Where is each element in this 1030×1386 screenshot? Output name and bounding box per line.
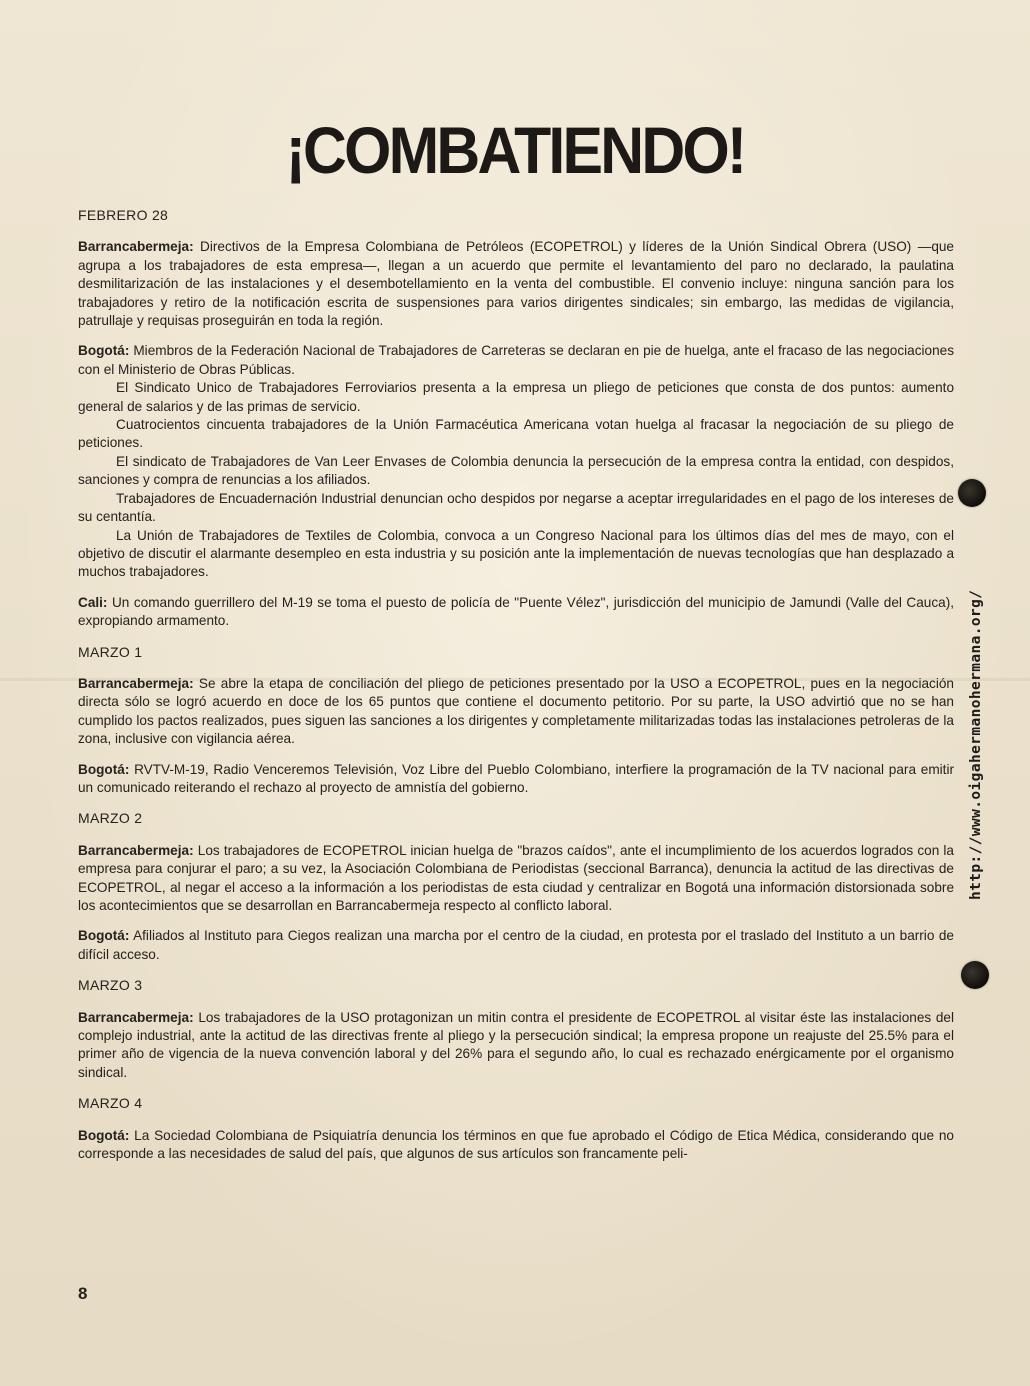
entry-location: Bogotá: [78, 1127, 130, 1143]
page-title: ¡COMBATIENDO! [285, 113, 745, 187]
entry-location: Bogotá: [78, 928, 130, 944]
entry-barrancabermeja [78, 238, 954, 330]
entry-text: La Sociedad Colombiana de Psiquiatría denuncia los términos en que fue aprobado el Código de Etica Médica, considerando que no corresponde a las necesidades de salud del país, que algunos de sus artículos son francamente peli- [78, 1127, 954, 1162]
entry-text: Afiliados al Instituto para Ciegos realizan una marcha por el centro de la ciudad, en protesta por el traslado del Instituto a un barrio de difícil acceso. [78, 928, 954, 962]
entry-text: Directivos de la Empresa Colombiana de Petróleos (ECOPETROL) y líderes de la Unión Sindical Obrera (USO) —que agrupa a los trabajadores de esta empresa—, llegan a un acuerdo que permite el levantamiento del paro no declarado, la paulatina desmilitarización de las instalaciones y el desembotellamiento en la venta del combustible. El convenio incluye: ninguna sanción para los trabajadores y retiro de la notificación escrita de suspensiones para varios dirigentes sindicales; sin embargo, las medidas de vigilancia, patrullaje y requisas proseguirán en toda la región. [78, 239, 954, 329]
section-marzo-4 [78, 1094, 954, 1163]
entry-text: Un comando guerrillero del M-19 se toma el puesto de policía de "Puente Vélez", jurisdicción del municipio de Jamundi (Valle del Cauca), expropiando armamento. [78, 594, 954, 629]
entry-location: Barrancabermeja: [78, 842, 194, 858]
entry-location: Barrancabermeja: [78, 1009, 194, 1025]
section-date: MARZO 4 [78, 1095, 143, 1112]
entry-barrancabermeja [78, 675, 954, 749]
entry-barrancabermeja [78, 842, 954, 916]
section-febrero-28 [78, 206, 954, 631]
entry-text: Se abre la etapa de conciliación del pliego de peticiones presentado por la USO a ECOPETROL, pues en la negociación directa sólo se logró acuerdo en doce de los 65 puntos que contiene el documento petitorio. Por su parte, la USO advirtió que no se han cumplido los pactos realizados, pues siguen las sanciones a los dirigentes y completamente militarizadas todas las instalaciones petroleras de la zona, inclusive con vigilancia aérea. [78, 675, 954, 747]
entry-location: Barrancabermeja: [78, 239, 194, 255]
entry-location: Barrancabermeja: [78, 675, 194, 691]
page-number: 8 [78, 1284, 88, 1303]
entry-text: RVTV-M-19, Radio Venceremos Televisión, Voz Libre del Pueblo Colombiano, interfiere la programación de la TV nacional para emitir un comunicado reiterando el rechazo al proyecto de amnistía del gobierno. [78, 761, 954, 795]
section-date: MARZO 2 [78, 810, 143, 827]
chronology-body [78, 206, 954, 1175]
section-marzo-1 [78, 643, 954, 798]
entry-paragraph: El Sindicato Unico de Trabajadores Ferroviarios presenta a la empresa un pliego de peticiones que consta de dos puntos: aumento general de salarios y de las primas de servicio. [78, 380, 954, 414]
entry-location: Cali: [78, 594, 108, 610]
side-url: http://www.oigahermanohermana.org/ [968, 589, 984, 900]
entry-paragraph: Trabajadores de Encuadernación Industrial denuncian ocho despidos por negarse a aceptar irregularidades en el pago de los intereses de su centantía. [78, 490, 954, 525]
entry-location: Bogotá: [78, 343, 130, 359]
entry-bogota [78, 927, 954, 964]
entry-bogota [78, 1127, 954, 1164]
entry-paragraph: La Unión de Trabajadores de Textiles de Colombia, convoca a un Congreso Nacional para los últimos días del mes de mayo, con el objetivo de discutir el alarmante desempleo en esta industria y su posición ante la implementación de nuevas tecnologías que han desplazado a muchos trabajadores. [78, 527, 954, 580]
section-marzo-3 [78, 976, 954, 1082]
section-date: MARZO 1 [78, 643, 143, 660]
entry-bogota [78, 761, 954, 798]
entry-bogota [78, 342, 954, 581]
entry-text: Miembros de la Federación Nacional de Trabajadores de Carreteras se declaran en pie de huelga, ante el fracaso de las negociaciones con el Ministerio de Obras Públicas. [78, 343, 954, 377]
entry-barrancabermeja [78, 1009, 954, 1083]
entry-location: Bogotá: [78, 761, 130, 777]
binder-hole [958, 479, 986, 507]
entry-paragraph: El sindicato de Trabajadores de Van Leer Envases de Colombia denuncia la persecución de la empresa contra la entidad, con despidos, sanciones y compra de renuncias a los afiliados. [78, 453, 954, 488]
entry-cali [78, 594, 954, 631]
section-date: MARZO 3 [78, 977, 143, 994]
section-marzo-2 [78, 809, 954, 964]
section-date: FEBRERO 28 [78, 207, 169, 223]
binder-hole [961, 961, 989, 989]
entry-text: Los trabajadores de ECOPETROL inician huelga de "brazos caídos", ante el incumplimiento de los acuerdos logrados con la empresa para conjurar el paro; a su vez, la Asociación Colombiana de Periodistas (seccional Barranca), denuncia la actitud de las directivas de ECOPETROL, al negar el acceso a la información a los periodistas de esta ciudad y centralizar en Bogotá una información distorsionada sobre los acontecimientos que se desarrollan en Barrancabermeja respecto al conflicto laboral. [78, 842, 954, 913]
entry-text: Los trabajadores de la USO protagonizan un mitin contra el presidente de ECOPETROL al visitar éste las instalaciones del complejo industrial, ante la actitud de las directivas frente al pliego y la persecución sindical; la empresa propone un reajuste del 25.5% para el primer año de vigencia de la nueva convención laboral y del 26% para el segundo año, lo cual es rechazado enérgicamente por el organismo sindical. [78, 1009, 955, 1080]
entry-paragraph: Cuatrocientos cincuenta trabajadores de la Unión Farmacéutica Americana votan huelga al fracasar la negociación de su pliego de peticiones. [78, 417, 954, 451]
